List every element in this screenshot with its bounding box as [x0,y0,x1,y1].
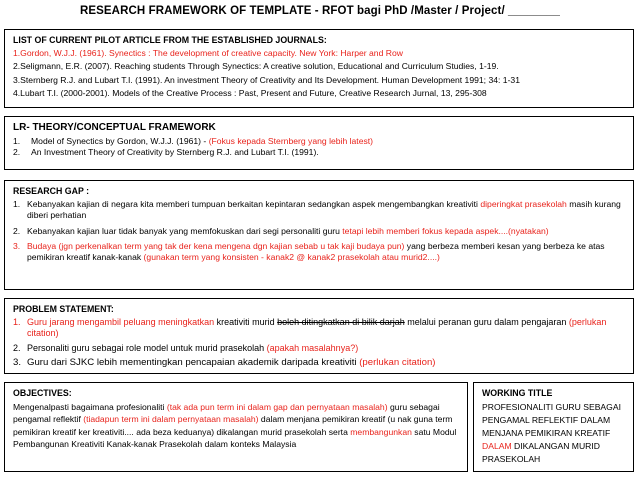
problem-note: (perlukan citation) [27,317,607,339]
theory-header: LR- THEORY/CONCEPTUAL FRAMEWORK [13,122,216,133]
gap-text: masih kurang diberi perhatian [27,199,621,221]
objectives-section [4,382,468,472]
theory-note: (Fokus kepada Sternberg yang lebih latest) [208,136,374,147]
item-number: 3. [13,356,22,368]
theory-text: An Investment Theory of Creativity by Sternberg R.J. and Lubart T.I. (1991). [31,147,319,158]
working-title-text [482,401,625,466]
working-title-part: PROFESIONALITI GURU SEBAGAI PENGAMAL REFLEKTIF DALAM MENJANA PEMIKIRAN KREATIF [482,402,621,439]
journal-item: 2.Seligmann, E.R. (2007). Reaching students Through Synectics: A creative solution, Educational and Curriculum Studies, 1-19. [13,61,499,72]
item-number: 1. [13,317,21,328]
gap-note: (gunakan term yang konsisten - kanak2 @ kanak2 prasekolah atau murid2....) [143,252,440,263]
journal-item: 3.Sternberg R.J. and Lubart T.I. (1991). An investment Theory of Creativity and Its Development. Human Development 1991; 34: 1-31 [13,74,520,85]
research-gap-header: RESEARCH GAP : [13,186,90,196]
gap-text: Kebanyakan kajian di negara kita memberi tumpuan berkaitan kepintaran sedangkan aspek mengembangkan kreativiti [27,199,481,210]
page-title: RESEARCH FRAMEWORK OF TEMPLATE - RFOT bagi PhD /Master / Project/ ________ [79,5,561,17]
problem-text: melalui peranan guru dalam pengajaran [404,317,569,328]
item-number: 2. [13,147,21,158]
item-number: 3. [13,240,21,251]
journals-section [4,29,634,108]
objective-text: dalam menjana pemikiran kreatif (u nak guna term pemikiran kreatif ker kreativiti.... ada beza keduanya) dikalangan murid prasekolah serta [13,414,453,437]
gap-text: Kebanyakan kajian luar tidak banyak yang memfokuskan dari segi personaliti guru [27,225,343,236]
objective-note: (tiadapun term ini dalam pernyataan masalah) [83,414,259,425]
item-number: 1. [13,136,21,147]
working-title-header: WORKING TITLE [482,388,553,398]
objectives-header: OBJECTIVES: [13,388,72,398]
problem-text: Personaliti guru sebagai role model untuk murid prasekolah [27,342,267,353]
objective-text: guru sebagai pengamal reflektif [13,402,440,425]
problem-note: (apakah masalahnya?) [266,342,359,353]
problem-text: kreativiti murid [214,317,278,328]
objective-note: (tak ada pun term ini dalam gap dan pernyataan masalah) [166,402,388,413]
theory-text: Model of Synectics by Gordon, W.J.J. (1961) - [31,136,209,147]
list-item [13,357,625,368]
journal-item: 1.Gordon, W.J.J. (1961). Synectics : The development of creative capacity. New York: Harper and Row [13,48,403,59]
problem-text: Guru dari SJKC lebih mementingkan pencapaian akademik daripada kreativiti [27,356,360,368]
journal-item: 4.Lubart T.I. (2000-2001). Models of the Creative Process : Past, Present and Future, Creative Research Jurnal, 13, 295-308 [13,87,487,98]
list-item [13,226,625,237]
list-item [13,343,625,354]
item-number: 2. [13,225,21,236]
list-item [13,147,625,158]
list-item [13,241,625,263]
problem-statement-section [4,298,634,374]
list-item [13,136,625,147]
problem-struck-text: boleh ditingkatkan di bilik darjah [277,317,405,328]
gap-note: Budaya (jgn perkenalkan term yang tak der kena mengena dgn kajian sebab u tak kaji budaya pun) [27,240,405,251]
objective-note: membangunkan [350,426,412,437]
gap-note: tetapi lebih memberi fokus kepada aspek....(nyatakan) [342,225,549,236]
objective-text: Mengenalpasti bagaimana profesionaliti [13,402,167,413]
objective-text: satu Modul Pembangunan Kreativiti Kanak-kanak Prasekolah dalam konteks Malaysia [13,426,457,449]
gap-text: yang berbeza memberi kesan yang berbeza ke atas pemikiran kreatif kanak-kanak [27,240,605,263]
working-title-section [473,382,634,472]
problem-statement-header: PROBLEM STATEMENT: [13,304,114,314]
list-item [13,199,625,221]
problem-note: (perlukan citation) [359,356,436,368]
theory-section [4,116,634,170]
list-item [13,317,625,339]
objectives-text [13,401,459,450]
journals-header: LIST OF CURRENT PILOT ARTICLE FROM THE ESTABLISHED JOURNALS: [13,35,327,45]
problem-note: Guru jarang mengambil peluang meningkatkan [27,317,215,328]
item-number: 2. [13,342,21,353]
working-title-note: DALAM [482,441,512,452]
gap-note: diperingkat prasekolah [480,199,567,210]
working-title-part: DIKALANGAN MURID PRASEKOLAH [482,441,600,465]
item-number: 1. [13,199,21,210]
research-gap-section [4,180,634,290]
